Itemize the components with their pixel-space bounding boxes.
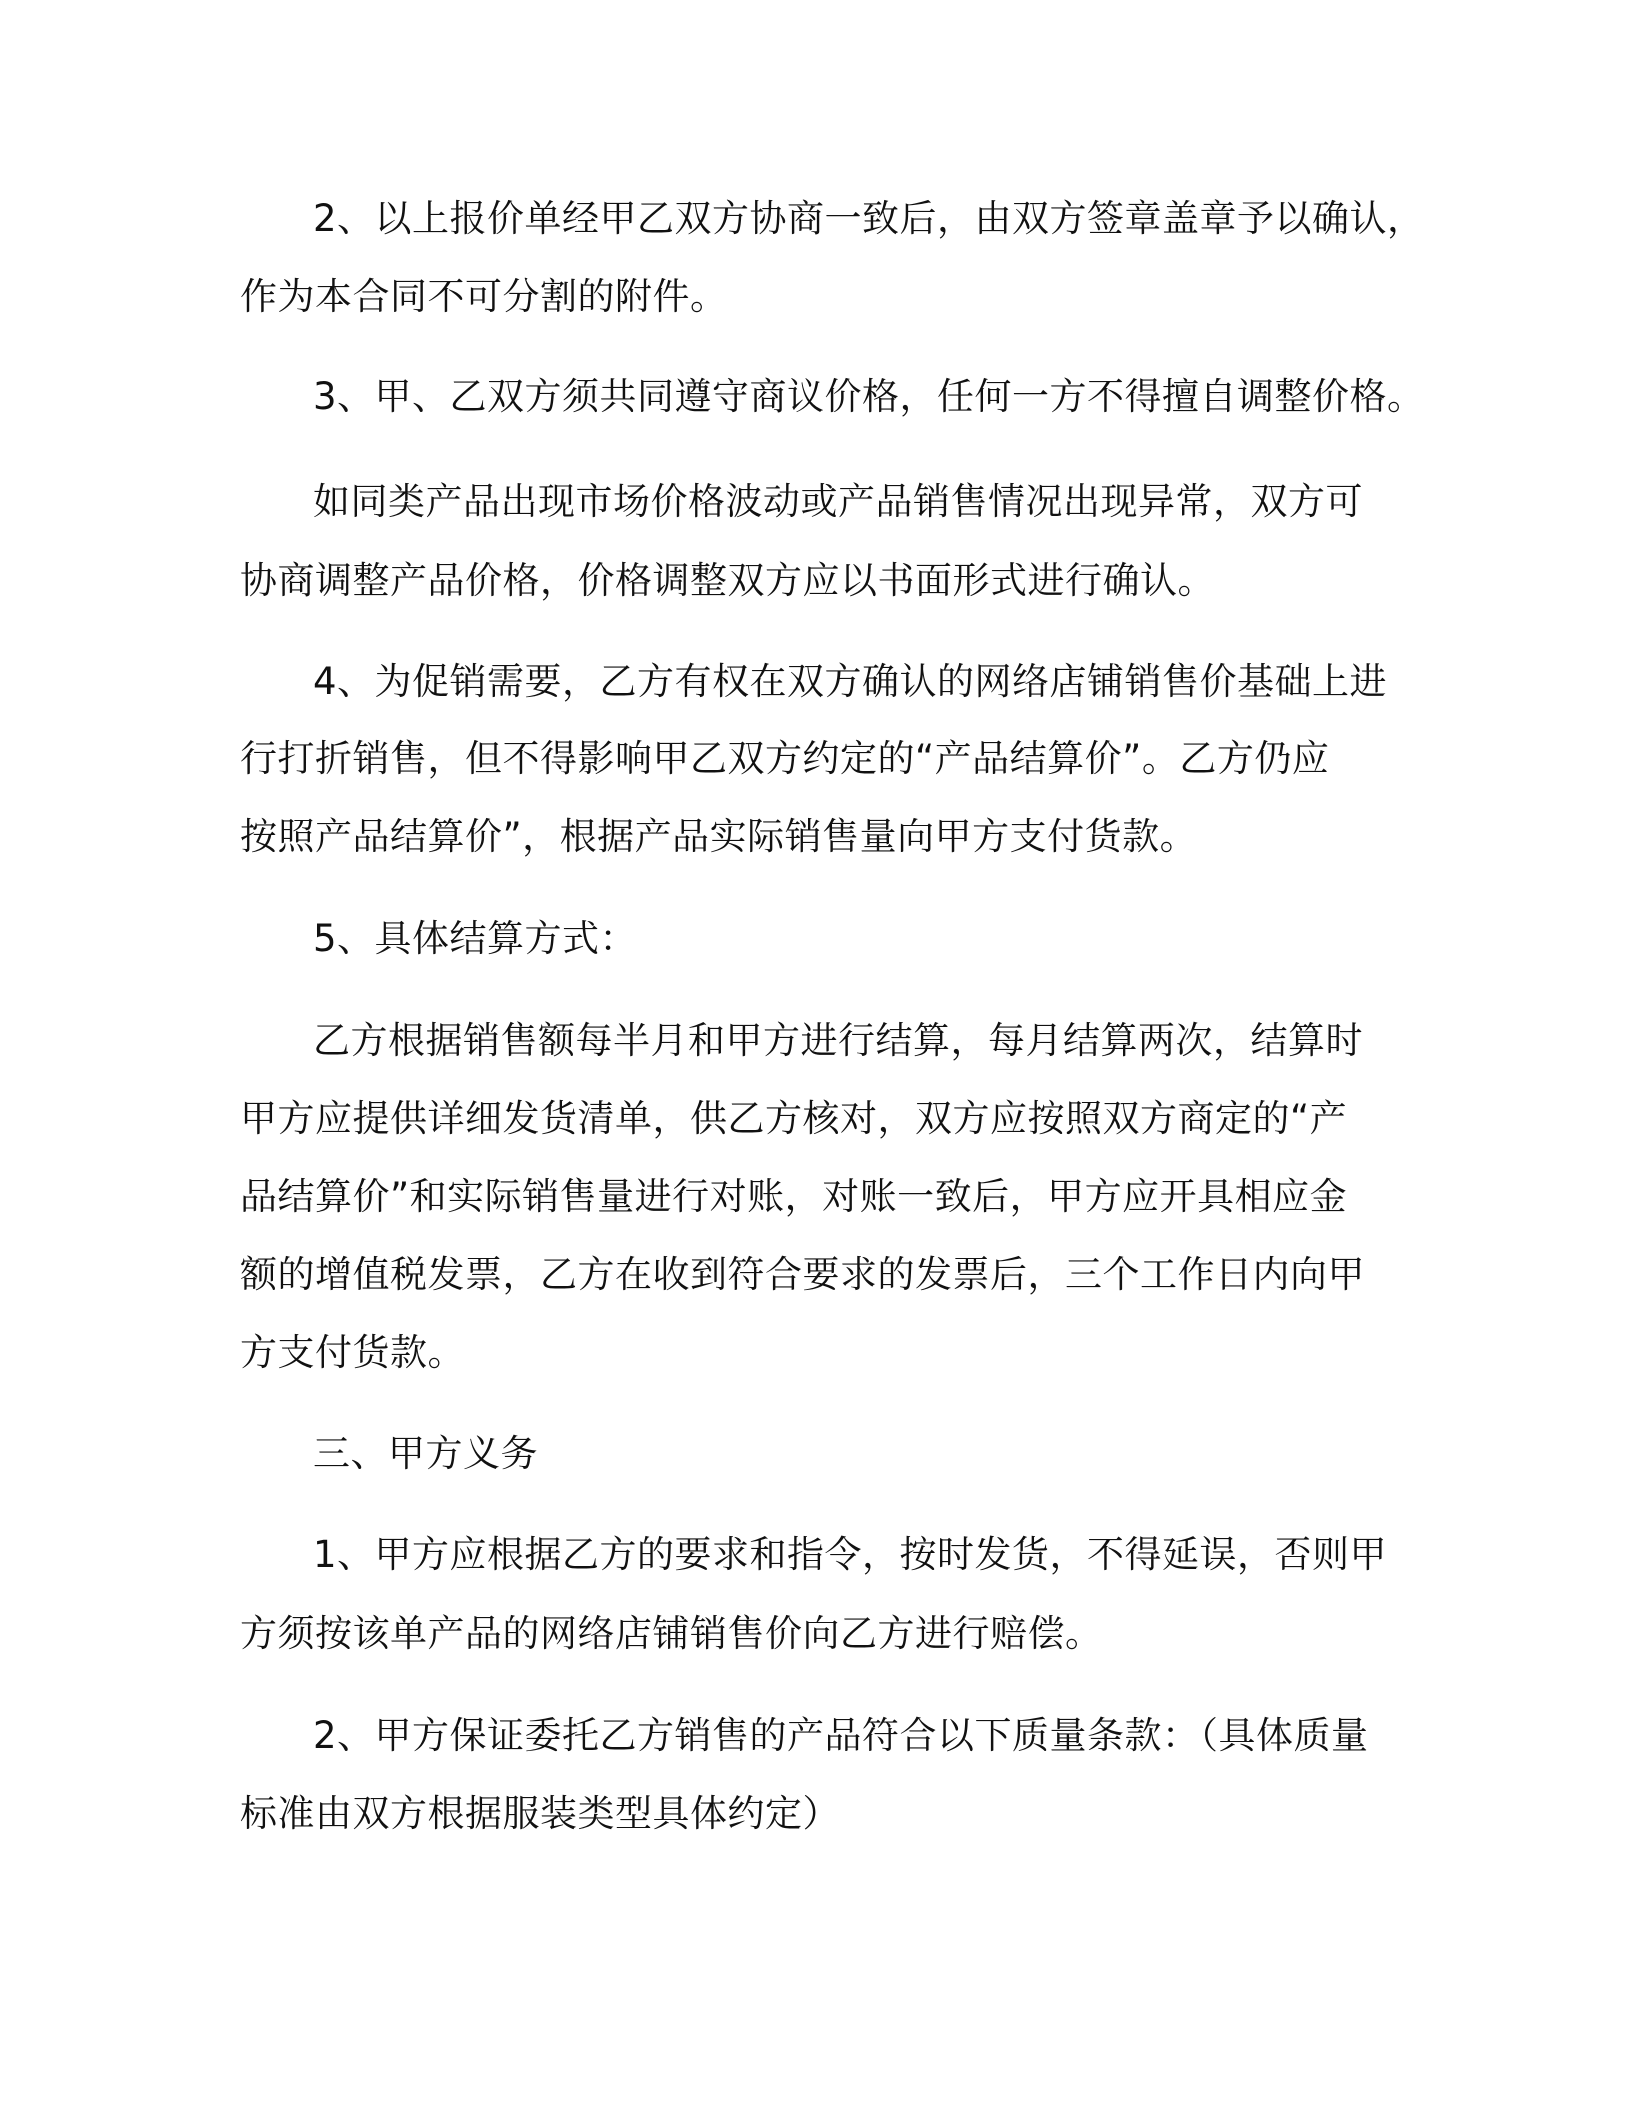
paragraph-5-line-0: 乙方根据销售额每半月和甲方进行结算，每月结算两次，结算时 — [313, 1019, 1363, 1062]
paragraph-7-line-0: 1、甲方应根据乙方的要求和指令，按时发货，不得延误，否则甲 — [313, 1533, 1388, 1576]
paragraph-6-line-0: 三、甲方义务 — [313, 1432, 538, 1475]
paragraph-8-line-0: 2、甲方保证委托乙方销售的产品符合以下质量条款：（具体质量 — [313, 1714, 1369, 1757]
paragraph-1-line-0: 3、甲、乙双方须共同遵守商议价格，任何一方不得擅自调整价格。 — [313, 375, 1425, 418]
paragraph-3-line-2: 按照产品结算价”，根据产品实际销售量向甲方支付货款。 — [240, 815, 1198, 858]
paragraph-5-line-1: 甲方应提供详细发货清单，供乙方核对，双方应按照双方商定的“产 — [240, 1097, 1348, 1140]
paragraph-2-line-1: 协商调整产品价格，价格调整双方应以书面形式进行确认。 — [240, 559, 1215, 602]
paragraph-5-line-2: 品结算价”和实际销售量进行对账，对账一致后，甲方应开具相应金 — [240, 1175, 1348, 1218]
paragraph-3-line-0: 4、为促销需要，乙方有权在双方确认的网络店铺销售价基础上进 — [313, 660, 1388, 703]
paragraph-4-line-0: 5、具体结算方式： — [313, 917, 638, 960]
paragraph-0-line-1: 作为本合同不可分割的附件。 — [240, 275, 728, 318]
paragraph-8-line-1: 标准由双方根据服装类型具体约定） — [240, 1792, 840, 1835]
paragraph-3-line-1: 行打折销售，但不得影响甲乙双方约定的“产品结算价”。乙方仍应 — [240, 737, 1330, 780]
paragraph-5-line-3: 额的增值税发票，乙方在收到符合要求的发票后，三个工作日内向甲 — [240, 1253, 1365, 1296]
paragraph-2-line-0: 如同类产品出现市场价格波动或产品销售情况出现异常，双方可 — [313, 480, 1363, 523]
paragraph-7-line-1: 方须按该单产品的网络店铺销售价向乙方进行赔偿。 — [240, 1612, 1103, 1655]
paragraph-5-line-4: 方支付货款。 — [240, 1331, 465, 1374]
paragraph-0-line-0: 2、以上报价单经甲乙双方协商一致后，由双方签章盖章予以确认， — [313, 197, 1425, 240]
